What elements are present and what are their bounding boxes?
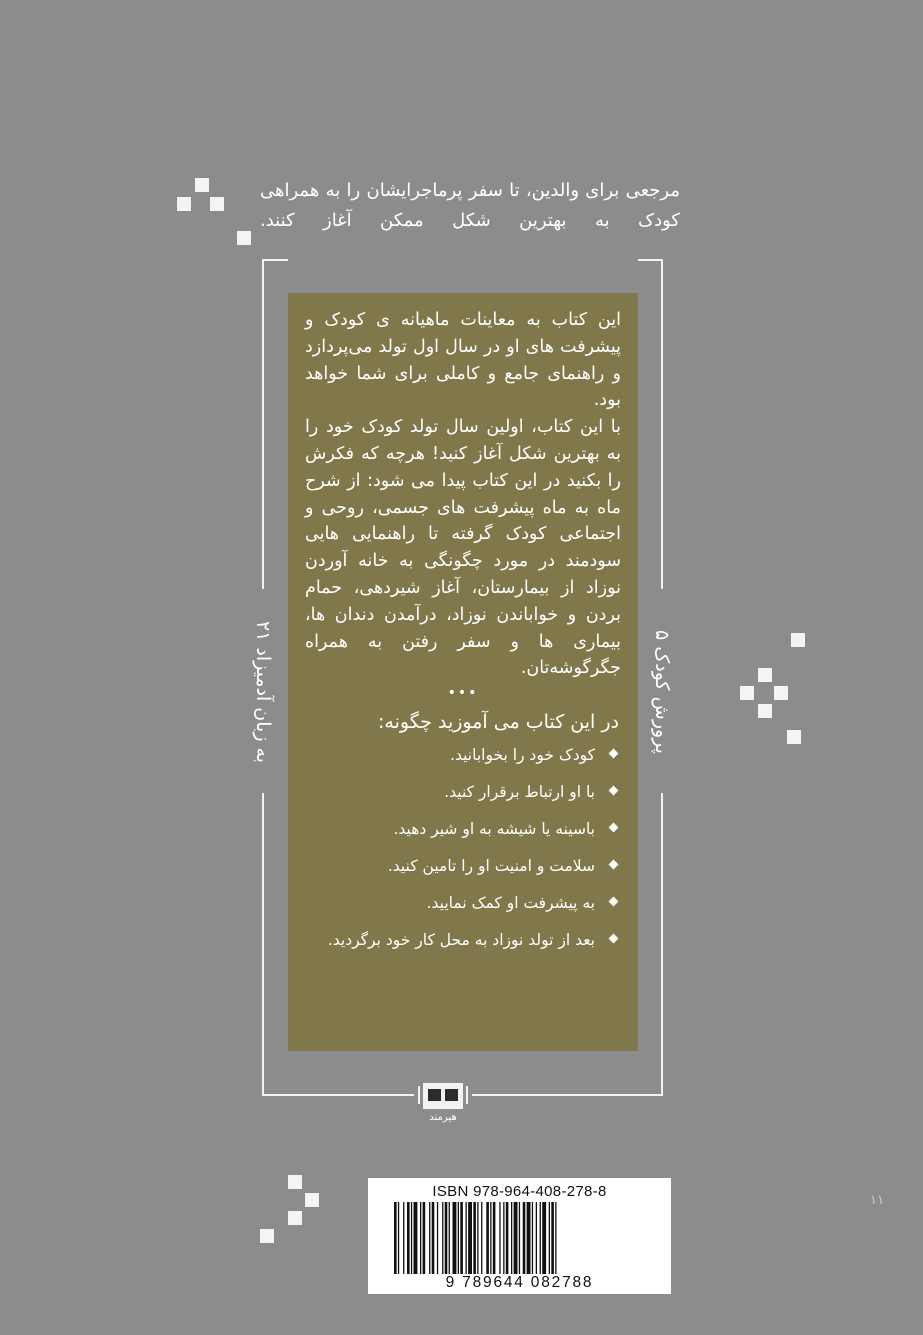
- pixel-square: [177, 197, 191, 211]
- pixel-square: [758, 704, 772, 718]
- description-panel: [288, 293, 638, 1051]
- barcode: [368, 1178, 671, 1294]
- diamond-bullet-icon: [609, 823, 619, 833]
- list-item: کودک خود را بخوابانید.: [305, 744, 621, 766]
- section-separator: •••: [447, 685, 479, 702]
- diamond-bullet-icon: [609, 934, 619, 944]
- barcode-bar: [431, 1202, 434, 1274]
- barcode-bar: [511, 1202, 512, 1274]
- barcode-bar: [481, 1202, 482, 1274]
- frame-bottom-left: [262, 793, 264, 1096]
- pixel-square: [195, 178, 209, 192]
- barcode-bar: [444, 1202, 447, 1274]
- learn-heading: در این کتاب می آموزید چگونه:: [378, 711, 619, 734]
- pixel-square: [305, 1193, 319, 1207]
- barcode-bars: [390, 1202, 650, 1274]
- frame-bottom-left-h: [262, 1094, 414, 1096]
- frame-top-right: [661, 259, 663, 589]
- isbn-text: ISBN 978-964-408-278-8: [432, 1183, 607, 1200]
- list-item: به پیشرفت او کمک نمایید.: [305, 892, 621, 914]
- publisher-name: هیرمند: [429, 1112, 457, 1123]
- barcode-bar: [490, 1202, 491, 1274]
- barcode-bar: [429, 1202, 430, 1274]
- barcode-bar: [526, 1202, 530, 1274]
- barcode-bar: [436, 1202, 437, 1274]
- frame-bottom-right: [661, 793, 663, 1096]
- diamond-bullet-icon: [609, 860, 619, 870]
- diamond-bullet-icon: [609, 897, 619, 907]
- barcode-digits: 9 789644 082788: [445, 1274, 594, 1291]
- barcode-bar: [555, 1202, 556, 1274]
- list-item: باسینه یا شیشه به او شیر دهید.: [305, 818, 621, 840]
- barcode-bar: [503, 1202, 504, 1274]
- barcode-bar: [486, 1202, 489, 1274]
- pixel-square: [237, 231, 251, 245]
- barcode-bar: [551, 1202, 554, 1274]
- pixel-square: [288, 1211, 302, 1225]
- diamond-bullet-icon: [609, 786, 619, 796]
- pixel-square: [260, 1229, 274, 1243]
- list-item: سلامت و امنیت او را تامین کنید.: [305, 855, 621, 877]
- series-title-right: پرورش کودک ۵: [651, 630, 673, 754]
- barcode-bar: [452, 1202, 456, 1274]
- pixel-square: [740, 686, 754, 700]
- diamond-bullet-icon: [609, 749, 619, 759]
- barcode-bar: [518, 1202, 519, 1274]
- list-item: با او ارتباط برقرار کنید.: [305, 781, 621, 803]
- pixel-square: [787, 730, 801, 744]
- barcode-bar: [499, 1202, 500, 1274]
- frame-logo-tick-left: [418, 1086, 420, 1104]
- pixel-square: [791, 633, 805, 647]
- barcode-bar: [531, 1202, 532, 1274]
- barcode-bar: [539, 1202, 540, 1274]
- barcode-bar: [394, 1202, 397, 1274]
- barcode-bar: [407, 1202, 410, 1274]
- frame-logo-tick-right: [466, 1086, 468, 1104]
- barcode-bar: [397, 1202, 398, 1274]
- barcode-bar: [457, 1202, 458, 1274]
- barcode-bar: [420, 1202, 421, 1274]
- publisher-logo-icon: [423, 1083, 463, 1109]
- barcode-bar: [403, 1202, 404, 1274]
- pixel-square: [210, 197, 224, 211]
- barcode-bar: [522, 1202, 525, 1274]
- barcode-bar: [548, 1202, 549, 1274]
- barcode-bar: [473, 1202, 476, 1274]
- barcode-bar: [465, 1202, 466, 1274]
- frame-top-left-h: [262, 259, 288, 261]
- barcode-bar: [460, 1202, 463, 1274]
- description-paragraph-1: این کتاب به معاینات ماهیانه ی کودک و پیشرفت های او در سال اول تولد می‌پردازد و راهنمای جامع و کاملی برای شما خواهد بود.: [305, 310, 621, 411]
- series-title-left: به زبان آدمیزاد ۲۱: [252, 620, 274, 764]
- barcode-bar: [448, 1202, 449, 1274]
- barcode-bar: [410, 1202, 411, 1274]
- tagline: مرجعی برای والدین، تا سفر پرماجرایشان را به همراهی کودک به بهترین شکل ممکن آغاز کنند.: [260, 180, 680, 231]
- barcode-bar: [505, 1202, 508, 1274]
- learn-list: [305, 744, 621, 951]
- frame-top-right-h: [638, 259, 663, 261]
- barcode-bar: [492, 1202, 495, 1274]
- price-mark: ۱۱: [870, 1193, 884, 1208]
- list-item: بعد از تولد نوزاد به محل کار خود برگردید.: [305, 929, 621, 951]
- barcode-bar: [513, 1202, 517, 1274]
- barcode-bar: [442, 1202, 443, 1274]
- barcode-bar: [535, 1202, 536, 1274]
- barcode-bar: [477, 1202, 478, 1274]
- pixel-square: [758, 668, 772, 682]
- frame-top-left: [262, 259, 264, 589]
- barcode-bar: [468, 1202, 472, 1274]
- frame-bottom-right-h: [472, 1094, 663, 1096]
- pixel-square: [774, 686, 788, 700]
- barcode-bar: [422, 1202, 425, 1274]
- barcode-bar: [413, 1202, 417, 1274]
- barcode-bar: [542, 1202, 546, 1274]
- description-paragraph-2: با این کتاب، اولین سال تولد کودک خود را به بهترین شکل آغاز کنید! هرچه که فکرش را بکنید در این کتاب پیدا می شود: از شرح ماه به ماه پیشرفت های جسمی، روحی و اجتماعی کودک گرفته تا راهنمایی هایی سودمند در مورد چگونگی به خانه آوردن نوزاد از بیمارستان، آغاز شیردهی، حمام بردن و خواباندن نوزاد، درآمدن دندان ها، بیماری ها و سفر رفتن به همراه جگرگوشه‌تان.: [305, 417, 621, 679]
- pixel-square: [288, 1175, 302, 1189]
